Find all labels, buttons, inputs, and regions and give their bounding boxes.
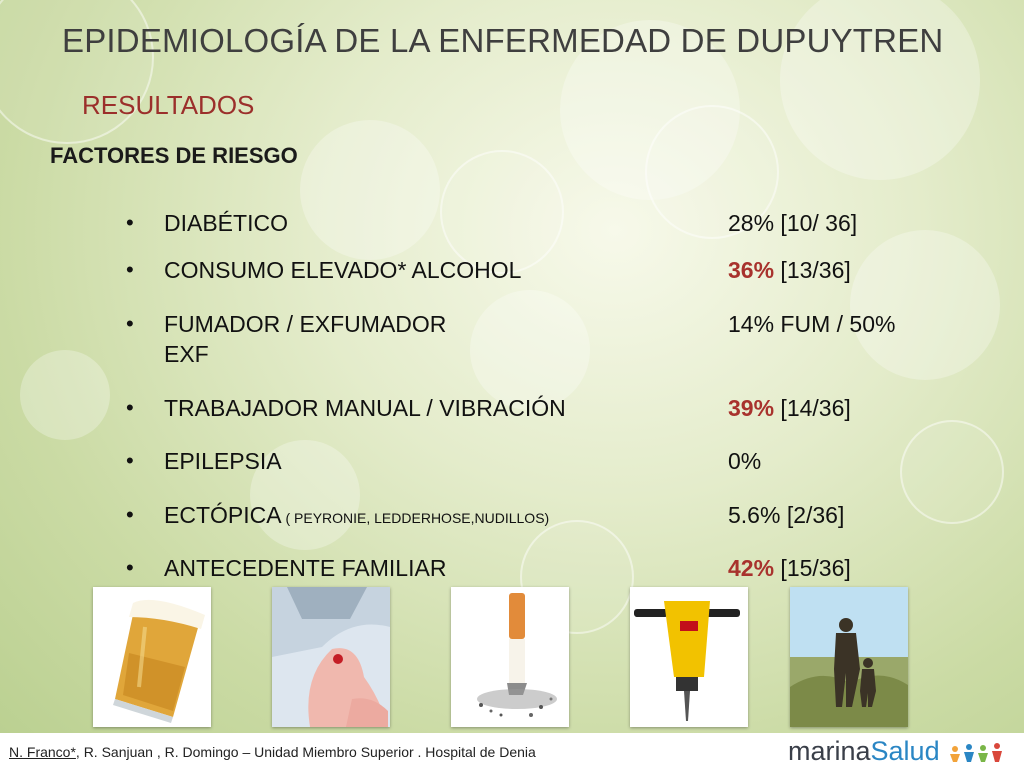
bullet-icon: • bbox=[126, 502, 134, 527]
jackhammer-image bbox=[630, 587, 748, 727]
risk-factor-label: EPILEPSIA bbox=[164, 448, 282, 474]
risk-factor-value: 39% [14/36] bbox=[728, 395, 851, 421]
risk-factor-label-line2: EXF bbox=[164, 341, 209, 367]
father-and-child-image bbox=[790, 587, 908, 727]
cigarette-butt-image bbox=[451, 587, 569, 727]
risk-factor-label: DIABÉTICO bbox=[164, 210, 288, 236]
bullet-icon: • bbox=[126, 395, 134, 420]
bullet-icon: • bbox=[126, 257, 134, 282]
bullet-icon: • bbox=[126, 210, 134, 235]
risk-factor-value: 36% [13/36] bbox=[728, 257, 851, 283]
footer-bar bbox=[0, 733, 1024, 768]
risk-factor-label: ECTÓPICA ( PEYRONIE, LEDDERHOSE,NUDILLOS) bbox=[164, 502, 550, 528]
bullet-icon: • bbox=[126, 448, 134, 473]
bokeh-circle bbox=[20, 350, 110, 440]
risk-factor-value: 28% [10/ 36] bbox=[728, 210, 858, 236]
footer-author: N. Franco* bbox=[9, 744, 76, 760]
slide-subtitle: RESULTADOS bbox=[82, 90, 255, 120]
risk-factor-value: 42% [15/36] bbox=[728, 555, 851, 581]
risk-factor-label: FUMADOR / EXFUMADOR bbox=[164, 311, 447, 337]
risk-factor-value: 5.6% [2/36] bbox=[728, 502, 845, 528]
marinasalud-logo: marinaSalud bbox=[788, 736, 1005, 767]
risk-factor-value: 14% FUM / 50% bbox=[728, 311, 896, 337]
risk-factor-label: TRABAJADOR MANUAL / VIBRACIÓN bbox=[164, 395, 566, 421]
slide-title: EPIDEMIOLOGÍA DE LA ENFERMEDAD DE DUPUYTREN bbox=[62, 22, 944, 59]
blood-test-finger-image bbox=[272, 587, 390, 727]
footer-credits: N. Franco*, R. Sanjuan , R. Domingo – Unidad Miembro Superior . Hospital de Denia bbox=[9, 744, 536, 760]
risk-factor-value: 0% bbox=[728, 448, 762, 474]
risk-factor-label: CONSUMO ELEVADO* ALCOHOL bbox=[164, 257, 522, 283]
bullet-icon: • bbox=[126, 311, 134, 336]
risk-factor-label: ANTECEDENTE FAMILIAR bbox=[164, 555, 447, 581]
bokeh-circle bbox=[300, 120, 440, 260]
bokeh-circle bbox=[850, 230, 1000, 380]
bullet-icon: • bbox=[126, 555, 134, 580]
beer-glass-image bbox=[93, 587, 211, 727]
bokeh-circle bbox=[470, 290, 590, 410]
bokeh-circle bbox=[440, 150, 564, 274]
figures-icon bbox=[947, 740, 1005, 766]
bokeh-circle bbox=[900, 420, 1004, 524]
section-heading: FACTORES DE RIESGO bbox=[50, 143, 298, 168]
